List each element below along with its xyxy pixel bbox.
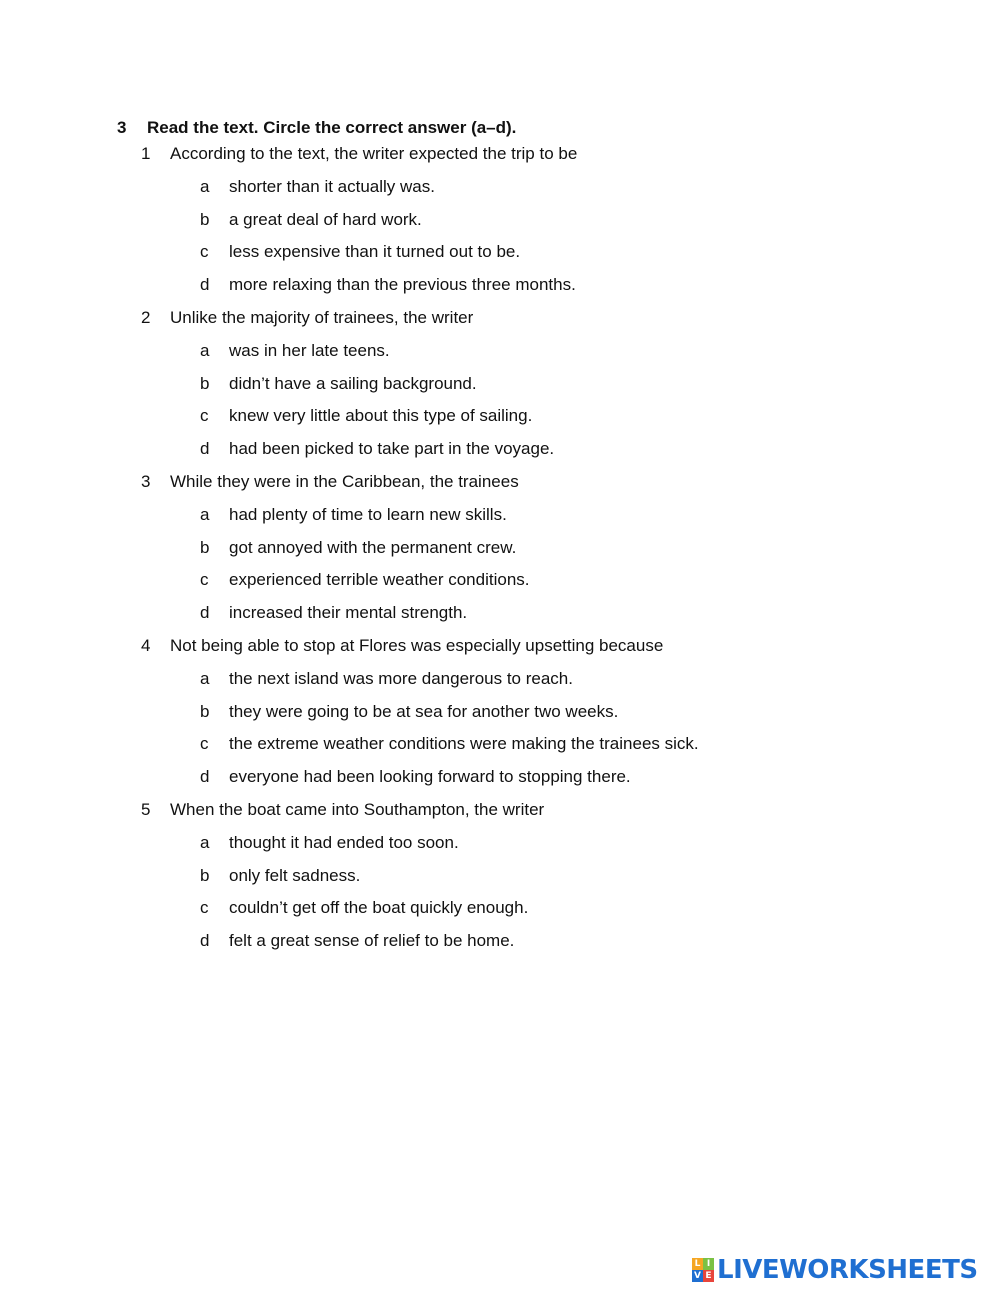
option-text: was in her late teens. [229, 340, 390, 360]
option-letter: a [200, 668, 210, 688]
option-3c[interactable] [117, 569, 877, 591]
option-text: everyone had been looking forward to stopping there. [229, 767, 631, 786]
option-letter: b [200, 537, 210, 557]
question-text: According to the text, the writer expected the trip to be [170, 144, 578, 163]
option-text: felt a great sense of relief to be home. [229, 931, 515, 950]
question-2 [117, 307, 877, 460]
logo-mark-tile: I [703, 1258, 714, 1270]
liveworksheets-logo [692, 1255, 978, 1285]
option-letter: c [200, 898, 209, 918]
option-letter: a [200, 832, 210, 852]
logo-mark-icon [692, 1258, 714, 1282]
option-1c[interactable] [117, 241, 877, 263]
question-text: While they were in the Caribbean, the trainees [170, 472, 519, 491]
option-4a[interactable] [117, 668, 877, 690]
option-text: the extreme weather conditions were making the trainees sick. [229, 734, 699, 754]
question-number: 5 [141, 800, 151, 819]
option-letter: d [200, 931, 210, 950]
logo-text: LIVEWORKSHEETS [717, 1255, 978, 1285]
option-text: didn’t have a sailing background. [229, 373, 477, 393]
option-4b[interactable] [117, 701, 877, 723]
exercise-3 [117, 117, 877, 952]
question-stem [117, 635, 877, 657]
logo-mark-tile: L [692, 1258, 703, 1270]
option-5b[interactable] [117, 865, 877, 887]
option-1b[interactable] [117, 209, 877, 231]
option-5d[interactable] [117, 930, 877, 952]
option-letter: d [200, 603, 210, 622]
option-text: the next island was more dangerous to reach. [229, 668, 573, 688]
question-text: When the boat came into Southampton, the writer [170, 800, 545, 819]
option-letter: a [200, 504, 210, 524]
option-2d[interactable] [117, 438, 877, 460]
option-letter: b [200, 373, 210, 393]
question-number: 4 [141, 636, 151, 655]
option-3b[interactable] [117, 537, 877, 559]
option-text: knew very little about this type of sailing. [229, 406, 533, 426]
option-2b[interactable] [117, 373, 877, 395]
option-4c[interactable] [117, 733, 877, 755]
question-number: 1 [141, 144, 151, 163]
option-letter: c [200, 570, 209, 590]
question-3 [117, 471, 877, 624]
question-text: Unlike the majority of trainees, the writer [170, 308, 474, 327]
option-text: thought it had ended too soon. [229, 832, 459, 852]
option-text: they were going to be at sea for another two weeks. [229, 701, 619, 721]
option-text: had plenty of time to learn new skills. [229, 504, 507, 524]
exercise-instruction: Read the text. Circle the correct answer (a–d). [147, 118, 517, 137]
option-text: more relaxing than the previous three months. [229, 275, 576, 294]
exercise-number: 3 [117, 118, 127, 137]
option-2a[interactable] [117, 340, 877, 362]
option-text: couldn’t get off the boat quickly enough. [229, 898, 529, 918]
question-1 [117, 143, 877, 296]
option-letter: d [200, 767, 210, 786]
option-letter: c [200, 406, 209, 426]
option-1d[interactable] [117, 274, 877, 296]
option-text: had been picked to take part in the voyage. [229, 439, 555, 458]
option-letter: c [200, 734, 209, 754]
option-text: a great deal of hard work. [229, 209, 422, 229]
option-letter: a [200, 340, 210, 360]
logo-mark-tile: E [703, 1270, 714, 1282]
option-letter: d [200, 439, 210, 458]
question-text: Not being able to stop at Flores was especially upsetting because [170, 636, 664, 655]
option-3d[interactable] [117, 602, 877, 624]
option-letter: b [200, 865, 210, 885]
option-letter: d [200, 275, 210, 294]
option-text: got annoyed with the permanent crew. [229, 537, 517, 557]
option-text: shorter than it actually was. [229, 176, 435, 196]
question-number: 3 [141, 472, 151, 491]
option-letter: b [200, 701, 210, 721]
option-letter: c [200, 242, 209, 262]
option-letter: a [200, 176, 210, 196]
question-number: 2 [141, 308, 151, 327]
question-5 [117, 799, 877, 952]
option-3a[interactable] [117, 504, 877, 526]
option-2c[interactable] [117, 405, 877, 427]
option-5c[interactable] [117, 897, 877, 919]
question-stem [117, 471, 877, 493]
question-stem [117, 143, 877, 165]
option-text: increased their mental strength. [229, 603, 468, 622]
question-stem [117, 799, 877, 821]
exercise-heading [117, 117, 877, 139]
logo-mark-tile: V [692, 1270, 703, 1282]
option-text: less expensive than it turned out to be. [229, 242, 521, 262]
option-letter: b [200, 209, 210, 229]
option-text: experienced terrible weather conditions. [229, 570, 530, 590]
option-1a[interactable] [117, 176, 877, 198]
option-text: only felt sadness. [229, 865, 361, 885]
option-4d[interactable] [117, 766, 877, 788]
question-4 [117, 635, 877, 788]
question-stem [117, 307, 877, 329]
option-5a[interactable] [117, 832, 877, 854]
